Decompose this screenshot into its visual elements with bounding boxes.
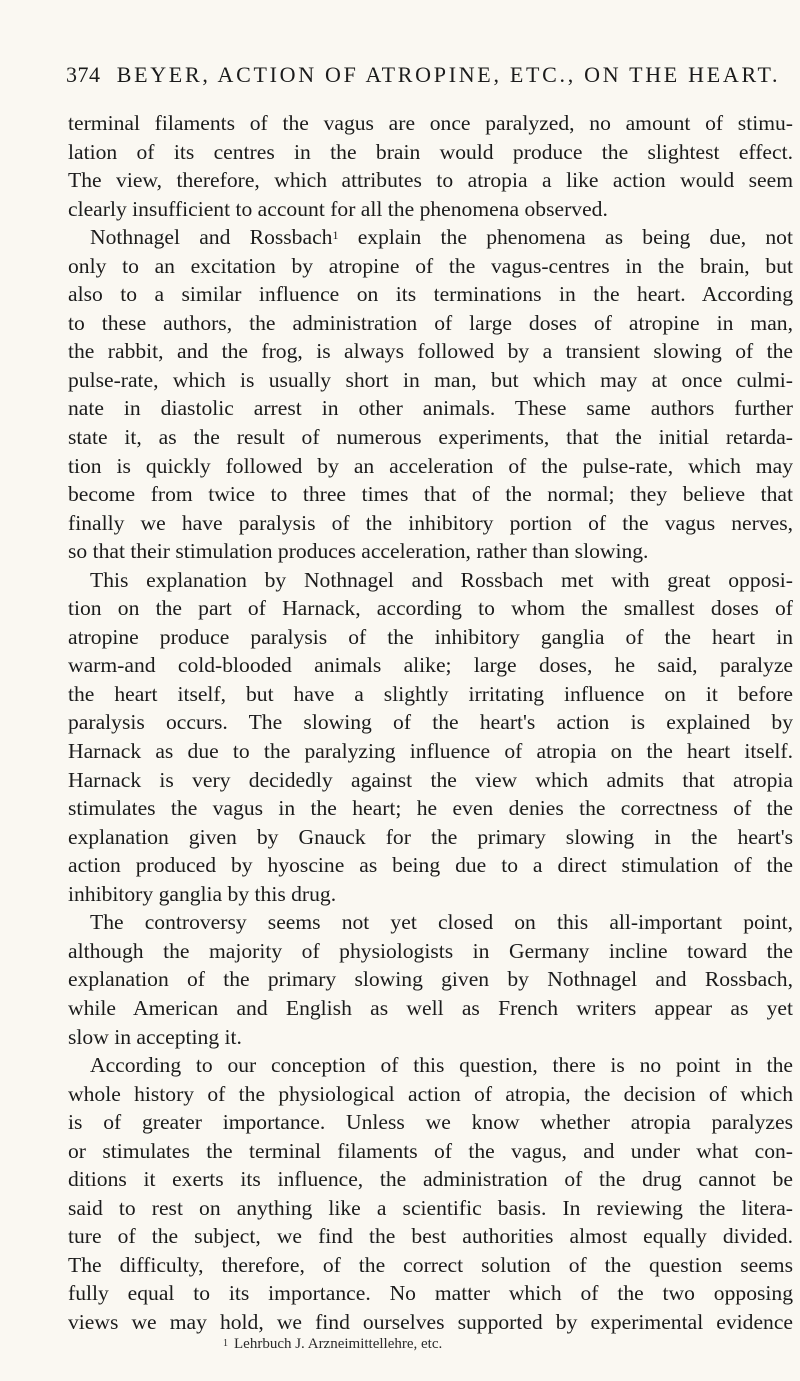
text-line: inhibitory ganglia by this drug. (68, 881, 337, 906)
text-line-start: Nothnagel and Rossbach (90, 225, 333, 250)
text-line: tion is quickly followed by an acceleration of the pulse-rate, which may (68, 453, 793, 478)
text-line: fully equal to its importance. No matter which of the two opposing (68, 1281, 793, 1306)
text-line: lation of its centres in the brain would produce the slightest effect. (68, 139, 793, 164)
text-line: stimulates the vagus in the heart; he even denies the correctness of the (68, 796, 793, 821)
text-line: Harnack as due to the paralyzing influence of atropia on the heart itself. (68, 739, 793, 764)
text-line: The view, therefore, which attributes to atropia a like action would seem (68, 168, 793, 193)
footnote-text: Lehrbuch J. Arzneimittellehre, etc. (234, 1336, 443, 1352)
text-line: whole history of the physiological action of atropia, the decision of which (68, 1081, 793, 1106)
text-line: although the majority of physiologists in Germany incline toward the (68, 938, 793, 963)
text-line: Harnack is very decidedly against the view which admits that atropia (68, 767, 793, 792)
text-line: The controversy seems not yet closed on this all-important point, (90, 910, 793, 935)
text-line: nate in diastolic arrest in other animals. These same authors further (68, 396, 793, 421)
running-head (66, 62, 794, 88)
text-line: ditions it exerts its influence, the administration of the drug cannot be (68, 1167, 793, 1192)
text-line: slow in accepting it. (68, 1024, 242, 1049)
text-line: or stimulates the terminal filaments of the vagus, and under what con- (68, 1138, 793, 1163)
text-line-end: explain the phenomena as being due, not (338, 225, 793, 250)
footnote-mark: 1 (223, 1338, 228, 1349)
footnote (223, 1335, 442, 1353)
text-line: terminal filaments of the vagus are once paralyzed, no amount of stimu- (68, 111, 793, 135)
text-line: so that their stimulation produces acceleration, rather than slowing. (68, 539, 649, 564)
text-line: finally we have paralysis of the inhibitory portion of the vagus nerves, (68, 510, 793, 535)
text-line: clearly insufficient to account for all the phenomena observed. (68, 196, 608, 221)
text-line: views we may hold, we find ourselves supported by experimental evidence (68, 1309, 793, 1334)
text-line: This explanation by Nothnagel and Rossbach met with great opposi- (90, 567, 793, 592)
text-line: the heart itself, but have a slightly irritating influence on it before (68, 681, 793, 706)
text-line: state it, as the result of numerous experiments, that the initial retarda- (68, 425, 793, 450)
text-line: action produced by hyoscine as being due to a direct stimulation of the (68, 853, 793, 878)
text-line: explanation given by Gnauck for the primary slowing in the heart's (68, 824, 793, 849)
text-line: atropine produce paralysis of the inhibitory ganglia of the heart in (68, 624, 793, 649)
text-line: pulse-rate, which is usually short in man, but which may at once culmi- (68, 367, 793, 392)
footnote-reference: 1 (332, 228, 339, 243)
text-line: ture of the subject, we find the best authorities almost equally divided. (68, 1224, 793, 1249)
text-line (68, 223, 793, 252)
text-line: According to our conception of this question, there is no point in the (90, 1053, 793, 1078)
text-line: while American and English as well as French writers appear as yet (68, 995, 793, 1020)
text-line: only to an excitation by atropine of the vagus-centres in the brain, but (68, 253, 793, 278)
text-line: become from twice to three times that of the normal; they believe that (68, 482, 793, 507)
text-line: warm-and cold-blooded animals alike; large doses, he said, paralyze (68, 653, 793, 678)
text-line: paralysis occurs. The slowing of the heart's action is explained by (68, 710, 793, 735)
text-line: the rabbit, and the frog, is always followed by a transient slowing of the (68, 339, 793, 364)
text-line: said to rest on anything like a scientific basis. In reviewing the litera- (68, 1195, 793, 1220)
text-line: The difficulty, therefore, of the correct solution of the question seems (68, 1252, 793, 1277)
text-line: is of greater importance. Unless we know whether atropia paralyzes (68, 1110, 793, 1135)
running-title: BEYER, ACTION OF ATROPINE, ETC., ON THE HEART. (116, 62, 781, 87)
body-text (68, 109, 793, 1337)
page-number: 374 (66, 62, 101, 87)
text-line: explanation of the primary slowing given by Nothnagel and Rossbach, (68, 967, 793, 992)
text-line: also to a similar influence on its terminations in the heart. According (68, 282, 793, 307)
text-line: to these authors, the administration of large doses of atropine in man, (68, 310, 793, 335)
text-line: tion on the part of Harnack, according to whom the smallest doses of (68, 596, 793, 621)
